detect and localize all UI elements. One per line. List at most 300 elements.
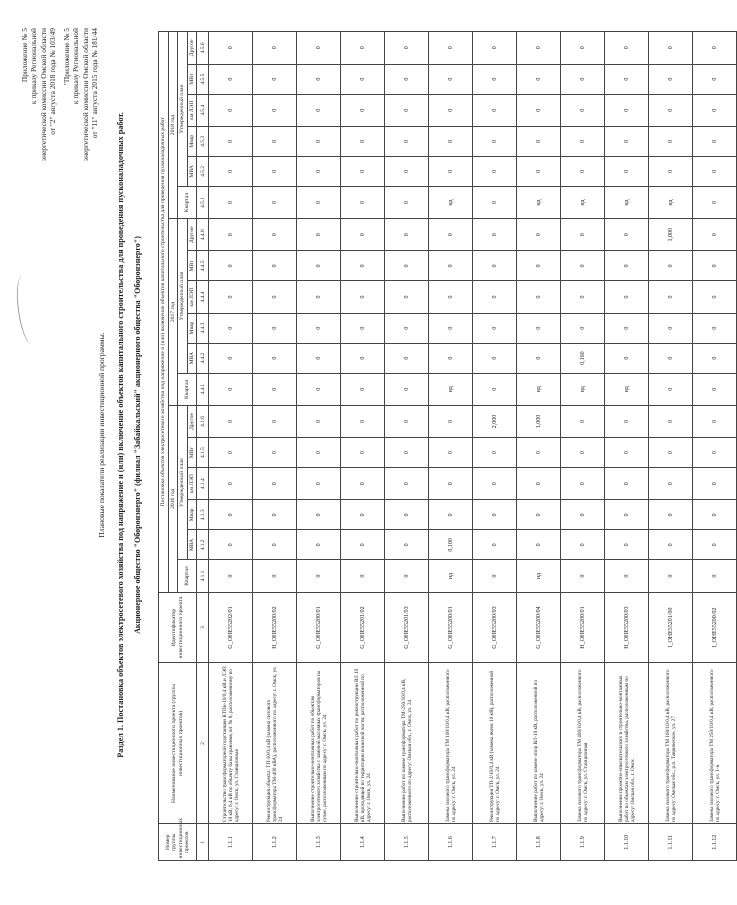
value-cell: 0	[605, 500, 649, 530]
value-cell: нд	[429, 560, 473, 592]
value-cell: нд	[561, 186, 605, 218]
value-cell: 0	[649, 373, 693, 405]
project-name-cell: Выполнение работ по замене опор ВЛ-10 кВ, расположенной по адресу: г. Омск, ул. 24	[517, 663, 561, 824]
value-cell: 0	[561, 500, 605, 530]
value-cell: 0	[561, 281, 605, 313]
value-cell: 0	[209, 438, 253, 468]
value-cell: 0	[649, 281, 693, 313]
value-cell: 0	[297, 251, 341, 281]
value-cell: 0	[297, 468, 341, 500]
header-unit-km-lep: км ЛЭП	[187, 281, 197, 313]
value-cell: 1,000	[649, 219, 693, 251]
value-cell: 0	[517, 343, 561, 373]
project-id-cell: H_OHE55200/03	[605, 592, 649, 663]
value-cell: 0	[693, 560, 737, 592]
value-cell: 0	[385, 186, 429, 218]
project-id-cell: I_OHE55200/02	[693, 592, 737, 663]
value-cell: 0	[341, 530, 385, 560]
value-cell: 0	[693, 64, 737, 94]
header-unit-mva: МВА	[187, 530, 197, 560]
value-cell: 0	[385, 64, 429, 94]
appendix-line: от "11" августа 2015 года № 181/44	[89, 28, 99, 139]
table-row	[209, 32, 253, 861]
plan-table	[158, 31, 737, 861]
appendix-line: энергетической комиссии Омской области	[80, 28, 90, 162]
header-unit-mw: МВт	[187, 64, 197, 94]
value-cell: 0	[297, 438, 341, 468]
value-cell: 0	[517, 500, 561, 530]
value-cell: 0	[473, 94, 517, 126]
value-cell: 0	[473, 530, 517, 560]
project-id-cell: G_OHE55202/01	[209, 592, 253, 663]
value-cell: 0	[341, 251, 385, 281]
row-number-cell: 1.1.7	[473, 824, 517, 861]
value-cell: 0	[473, 32, 517, 65]
value-cell: 0	[297, 64, 341, 94]
row-number-cell: 1.1.2	[253, 824, 297, 861]
value-cell: нд	[429, 373, 473, 405]
value-cell: 0	[649, 313, 693, 343]
value-cell: 0	[341, 373, 385, 405]
value-cell: 0	[209, 281, 253, 313]
value-cell: 0	[253, 438, 297, 468]
value-cell: 0	[297, 219, 341, 251]
header-unit-mva: МВА	[187, 343, 197, 373]
value-cell: 0	[385, 156, 429, 186]
value-cell: нд	[517, 186, 561, 218]
section-title: Раздел 1. Постановка объектов электросетевого хозяйства под напряжение и (или) включение объектов капитального строительства для проведения пусконаладочных работ.	[116, 112, 125, 758]
column-index-cell: 3	[197, 592, 209, 663]
value-cell: 0	[561, 94, 605, 126]
value-cell: 0	[649, 530, 693, 560]
project-name-cell: Выполнение работ по замене трансформатора ТМ-250/10/0,4 кВ, расположенного по адресу: Омская обл., г. Омск, ул. 24	[385, 663, 429, 824]
project-id-cell: H_OHE55200/01	[561, 592, 605, 663]
appendix-line: от "2" августа 2018 года № 103/49	[47, 28, 57, 135]
column-index-cell: 4.4.5	[197, 251, 209, 281]
value-cell: 0	[473, 343, 517, 373]
value-cell: 0	[605, 32, 649, 65]
value-cell: 2,000	[473, 405, 517, 437]
value-cell: 0	[473, 281, 517, 313]
value-cell: 0	[605, 438, 649, 468]
value-cell: 0	[341, 186, 385, 218]
header-id: Идентификатор инвестиционного проекта	[159, 592, 197, 663]
value-cell: 0	[429, 64, 473, 94]
value-cell: 0	[517, 281, 561, 313]
value-cell: 0	[297, 405, 341, 437]
value-cell: 0	[341, 343, 385, 373]
value-cell: 0	[473, 373, 517, 405]
value-cell: 0	[649, 156, 693, 186]
value-cell: 0	[473, 219, 517, 251]
value-cell: 0	[209, 343, 253, 373]
project-name-cell: Замена силового трансформатора ТМ 100/10/0,4 кВ, расположенного по адресу: г. Омск, ул. 24	[429, 663, 473, 824]
value-cell: 0	[649, 438, 693, 468]
value-cell: 0	[385, 530, 429, 560]
header-year-2018: 2018 год	[168, 32, 178, 219]
value-cell: 0	[209, 405, 253, 437]
value-cell: 0	[429, 438, 473, 468]
value-cell: 0	[429, 32, 473, 65]
value-cell: 1,000	[517, 405, 561, 437]
value-cell: 0	[605, 313, 649, 343]
header-approved-plan: Утвержденный план	[178, 32, 188, 187]
value-cell: 0	[297, 343, 341, 373]
value-cell: 0	[605, 530, 649, 560]
value-cell: 0	[253, 500, 297, 530]
value-cell: 0	[693, 500, 737, 530]
project-name-cell: Строительство трансформаторной подстанции КТПн-10/0,4 кВ и ЛЭП 10 кВ, 0,4 кВ по объекту базы хранения, в/г № 8, расположенному по адресу: г. Омск, ул. Станционная	[209, 663, 253, 824]
value-cell: 0	[605, 64, 649, 94]
value-cell: 0	[209, 126, 253, 156]
value-cell: 0	[385, 219, 429, 251]
value-cell: 0	[429, 343, 473, 373]
value-cell: 0	[561, 64, 605, 94]
value-cell: 0	[341, 438, 385, 468]
header-unit-mva: МВА	[187, 156, 197, 186]
value-cell: 0	[693, 530, 737, 560]
header-number: Номер группы инвестиционных проектов	[159, 824, 197, 861]
value-cell: 0	[429, 251, 473, 281]
header-quarter: Квартал	[178, 186, 197, 218]
value-cell: 0	[561, 530, 605, 560]
value-cell: 0	[561, 219, 605, 251]
column-index-cell: 4.4.2	[197, 343, 209, 373]
column-index-cell: 1	[197, 824, 209, 861]
value-cell: 0	[517, 438, 561, 468]
value-cell: 0	[253, 405, 297, 437]
row-number-cell: 1.1.5	[385, 824, 429, 861]
value-cell: 0	[385, 343, 429, 373]
value-cell: 0	[253, 32, 297, 65]
project-name-cell: Выполнение строительно-монтажных работ по объектам электросетевого хозяйства с заменой масляных трансформаторов на сухие, расположенным по адресу: г. Омск, ул. 24	[297, 663, 341, 824]
value-cell: 0	[517, 64, 561, 94]
value-cell: 0	[253, 530, 297, 560]
value-cell: 0	[473, 156, 517, 186]
value-cell: 0	[473, 313, 517, 343]
value-cell: 0	[429, 405, 473, 437]
value-cell: 0	[341, 468, 385, 500]
value-cell: 0	[209, 186, 253, 218]
value-cell: 0	[341, 560, 385, 592]
table-body	[197, 32, 737, 861]
header-group: Постановка объектов электросетевого хозяйства под напряжение и (или) включение объектов капитального строительства для проведения пусконаладочных работ	[159, 32, 169, 593]
value-cell: 0	[429, 219, 473, 251]
value-cell: 0	[561, 560, 605, 592]
value-cell: 0	[649, 468, 693, 500]
header-unit-km-lep: км ЛЭП	[187, 468, 197, 500]
value-cell: 0	[561, 313, 605, 343]
value-cell: 0	[649, 405, 693, 437]
header-approved-plan: Утвержденный план	[178, 405, 188, 560]
header-unit-mw: МВт	[187, 251, 197, 281]
value-cell: 0	[517, 126, 561, 156]
value-cell: 0	[473, 560, 517, 592]
value-cell: 0	[297, 94, 341, 126]
value-cell: 0	[253, 64, 297, 94]
value-cell: 0	[517, 251, 561, 281]
column-index-cell: 4.5.1	[197, 186, 209, 218]
value-cell: 0	[517, 468, 561, 500]
value-cell: 0	[473, 500, 517, 530]
project-id-cell: I_OHE55201/00	[649, 592, 693, 663]
value-cell: 0	[649, 251, 693, 281]
value-cell: 0	[649, 94, 693, 126]
value-cell: 0	[297, 530, 341, 560]
row-number-cell: 1.1.6	[429, 824, 473, 861]
value-cell: 0	[693, 156, 737, 186]
value-cell: 0	[253, 468, 297, 500]
row-number-cell: 1.1.12	[693, 824, 737, 861]
value-cell: 0	[385, 32, 429, 65]
header-year-2016: 2016 год	[168, 405, 178, 592]
column-index-cell: 2	[197, 663, 209, 824]
company-title: Акционерное общество "Оборонэнерго" (филиал "Забайкальский" акционерного общества "Оборонэнерго")	[133, 236, 142, 634]
column-index-row	[197, 32, 209, 861]
value-cell: 0	[297, 560, 341, 592]
value-cell: 0	[385, 126, 429, 156]
column-index-cell: 4.5.2	[197, 156, 209, 186]
row-number-cell: 1.1.11	[649, 824, 693, 861]
column-index-cell: 4.1.2	[197, 530, 209, 560]
value-cell: 0	[253, 126, 297, 156]
value-cell: нд	[517, 373, 561, 405]
value-cell: 0	[561, 126, 605, 156]
value-cell: 0	[385, 94, 429, 126]
value-cell: 0	[297, 32, 341, 65]
project-id-cell: H_OHE55200/02	[253, 592, 297, 663]
value-cell: 0	[385, 313, 429, 343]
value-cell: 0	[297, 281, 341, 313]
value-cell: 0	[517, 32, 561, 65]
value-cell: 0	[561, 156, 605, 186]
header-unit-other: Другое	[187, 405, 197, 437]
value-cell: 0	[517, 530, 561, 560]
project-name-cell: Выполнение строительно-монтажных работ по реконструкции ВЛ 10 кВ, проходящей по территории воинской части, расположенной по адресу: г. Омск, ул. 24	[341, 663, 385, 824]
value-cell: 0,100	[429, 530, 473, 560]
value-cell: 0	[649, 32, 693, 65]
value-cell: 0	[429, 313, 473, 343]
column-index-cell: 4.4.3	[197, 313, 209, 343]
value-cell: 0	[693, 186, 737, 218]
value-cell: 0	[561, 468, 605, 500]
value-cell: 0	[209, 64, 253, 94]
value-cell: 0	[341, 156, 385, 186]
table-row	[253, 32, 297, 861]
value-cell: 0	[605, 126, 649, 156]
header-unit-mw: МВт	[187, 438, 197, 468]
value-cell: 0	[209, 468, 253, 500]
value-cell: 0	[253, 560, 297, 592]
row-number-cell: 1.1.4	[341, 824, 385, 861]
value-cell: 0	[253, 313, 297, 343]
value-cell: 0	[341, 126, 385, 156]
value-cell: 0	[605, 343, 649, 373]
project-id-cell: G_OHE55200/03	[473, 592, 517, 663]
header-name: Наименование инвестиционного проекта (группы инвестиционных проектов)	[159, 663, 197, 824]
column-index-cell: 4.1.1	[197, 560, 209, 592]
value-cell: 0	[561, 251, 605, 281]
row-number-cell: 1.1.9	[561, 824, 605, 861]
table-row	[429, 32, 473, 861]
table-row	[649, 32, 693, 861]
value-cell: 0	[473, 468, 517, 500]
table-row	[693, 32, 737, 861]
project-id-cell: G_OHE55201/02	[341, 592, 385, 663]
value-cell: 0	[209, 313, 253, 343]
value-cell: 0	[605, 251, 649, 281]
appendix-line: Приложение № 5	[20, 28, 29, 83]
value-cell: нд	[429, 186, 473, 218]
value-cell: 0	[297, 500, 341, 530]
value-cell: 0	[473, 64, 517, 94]
value-cell: 0	[693, 94, 737, 126]
value-cell: 0	[429, 126, 473, 156]
program-title: Плановые показатели реализации инвестиционной программы.	[97, 332, 106, 538]
value-cell: нд	[517, 560, 561, 592]
appendix-note-new	[20, 28, 57, 161]
value-cell: 0,160	[561, 343, 605, 373]
value-cell: 0	[429, 156, 473, 186]
value-cell: 0	[561, 405, 605, 437]
project-name-cell: Выполнение проектно-изыскательских и строительно-монтажных работ по объектам электросетевого хозяйства, расположенным по адресу: Омская обл., г. Омск	[605, 663, 649, 824]
header-unit-other: Другое	[187, 32, 197, 65]
value-cell: 0	[341, 281, 385, 313]
value-cell: 0	[209, 156, 253, 186]
value-cell: 0	[209, 373, 253, 405]
row-number-cell: 1.1.8	[517, 824, 561, 861]
header-approved-plan: Утвержденный план	[178, 219, 188, 374]
table-row	[473, 32, 517, 861]
value-cell: 0	[429, 94, 473, 126]
column-index-cell: 4.5.6	[197, 32, 209, 65]
table-row	[605, 32, 649, 861]
value-cell: 0	[429, 468, 473, 500]
value-cell: 0	[517, 156, 561, 186]
value-cell: нд	[605, 373, 649, 405]
column-index-cell: 4.1.3	[197, 500, 209, 530]
value-cell: 0	[473, 186, 517, 218]
value-cell: 0	[341, 313, 385, 343]
value-cell: 0	[341, 64, 385, 94]
column-index-cell: 4.1.6	[197, 405, 209, 437]
table-row	[341, 32, 385, 861]
row-number-cell: 1.1.1	[209, 824, 253, 861]
project-id-cell: G_OHE55200/04	[517, 592, 561, 663]
value-cell: нд	[649, 186, 693, 218]
column-index-cell: 4.1.5	[197, 438, 209, 468]
value-cell: 0	[385, 251, 429, 281]
value-cell: 0	[385, 560, 429, 592]
value-cell: 0	[429, 500, 473, 530]
value-cell: 0	[385, 373, 429, 405]
value-cell: 0	[297, 156, 341, 186]
value-cell: 0	[429, 281, 473, 313]
value-cell: 0	[385, 500, 429, 530]
appendix-line: энергетической комиссии Омской области	[38, 28, 48, 162]
value-cell: 0	[253, 186, 297, 218]
value-cell: 0	[297, 373, 341, 405]
table-row	[385, 32, 429, 861]
value-cell: 0	[209, 560, 253, 592]
value-cell: 0	[517, 94, 561, 126]
column-index-cell: 4.1.4	[197, 468, 209, 500]
value-cell: 0	[209, 500, 253, 530]
value-cell: 0	[693, 343, 737, 373]
value-cell: 0	[693, 438, 737, 468]
header-quarter: Квартал	[178, 373, 197, 405]
project-name-cell: Реконструкция ТП-2/10/0,4 кВ (замена ячеек 10 кВ), расположенной по адресу: г. Омск, ул. 24	[473, 663, 517, 824]
column-index-cell: 4.5.4	[197, 94, 209, 126]
value-cell: 0	[209, 94, 253, 126]
value-cell: 0	[517, 219, 561, 251]
header-year-2017: 2017 год	[168, 219, 178, 406]
value-cell: 0	[297, 126, 341, 156]
value-cell: 0	[649, 560, 693, 592]
value-cell: 0	[693, 219, 737, 251]
value-cell: 0	[693, 313, 737, 343]
project-id-cell: G_OHE55200/01	[429, 592, 473, 663]
project-id-cell: G_OHE55201/03	[385, 592, 429, 663]
value-cell: 0	[253, 156, 297, 186]
value-cell: 0	[693, 32, 737, 65]
column-index-cell: 4.4.4	[197, 281, 209, 313]
column-index-cell: 4.4.1	[197, 373, 209, 405]
table-row	[297, 32, 341, 861]
appendix-line: к приказу Региональной	[29, 28, 39, 105]
appendix-note-old	[62, 28, 99, 161]
value-cell: 0	[605, 560, 649, 592]
row-number-cell: 1.1.3	[297, 824, 341, 861]
row-number-cell: 1.1.10	[605, 824, 649, 861]
value-cell: 0	[561, 32, 605, 65]
value-cell: 0	[209, 530, 253, 560]
value-cell: 0	[253, 373, 297, 405]
table-row	[561, 32, 605, 861]
value-cell: 0	[561, 438, 605, 468]
value-cell: 0	[605, 219, 649, 251]
value-cell: 0	[605, 468, 649, 500]
value-cell: 0	[605, 94, 649, 126]
value-cell: 0	[649, 343, 693, 373]
value-cell: 0	[473, 126, 517, 156]
appendix-line: к приказу Региональной	[71, 28, 81, 105]
value-cell: 0	[253, 94, 297, 126]
value-cell: 0	[473, 438, 517, 468]
value-cell: 0	[385, 405, 429, 437]
value-cell: нд	[561, 373, 605, 405]
value-cell: нд	[605, 186, 649, 218]
appendix-line: "Приложение № 5	[62, 28, 71, 86]
column-index-cell: 4.5.5	[197, 64, 209, 94]
header-unit-mvar: Мвар	[187, 500, 197, 530]
value-cell: 0	[693, 281, 737, 313]
value-cell: 0	[649, 64, 693, 94]
value-cell: 0	[209, 32, 253, 65]
header-unit-km-lep: км ЛЭП	[187, 94, 197, 126]
column-index-cell: 4.5.3	[197, 126, 209, 156]
value-cell: 0	[253, 281, 297, 313]
project-name-cell: Замена силового трансформатора ТМ 400/10/0,4 кВ, расположенного по адресу: г. Омск, ул. Станционная	[561, 663, 605, 824]
header-unit-mvar: Мвар	[187, 126, 197, 156]
value-cell: 0	[385, 438, 429, 468]
value-cell: 0	[605, 405, 649, 437]
project-id-cell: G_OHE55200/01	[297, 592, 341, 663]
value-cell: 0	[693, 126, 737, 156]
project-name-cell: Реконструкция объекта: ТП-10/0,4 кВ (замена силового трансформатора ТМ-400 кВА), расположенного по адресу: г. Омск, ул. 24	[253, 663, 297, 824]
value-cell: 0	[341, 219, 385, 251]
value-cell: 0	[649, 126, 693, 156]
